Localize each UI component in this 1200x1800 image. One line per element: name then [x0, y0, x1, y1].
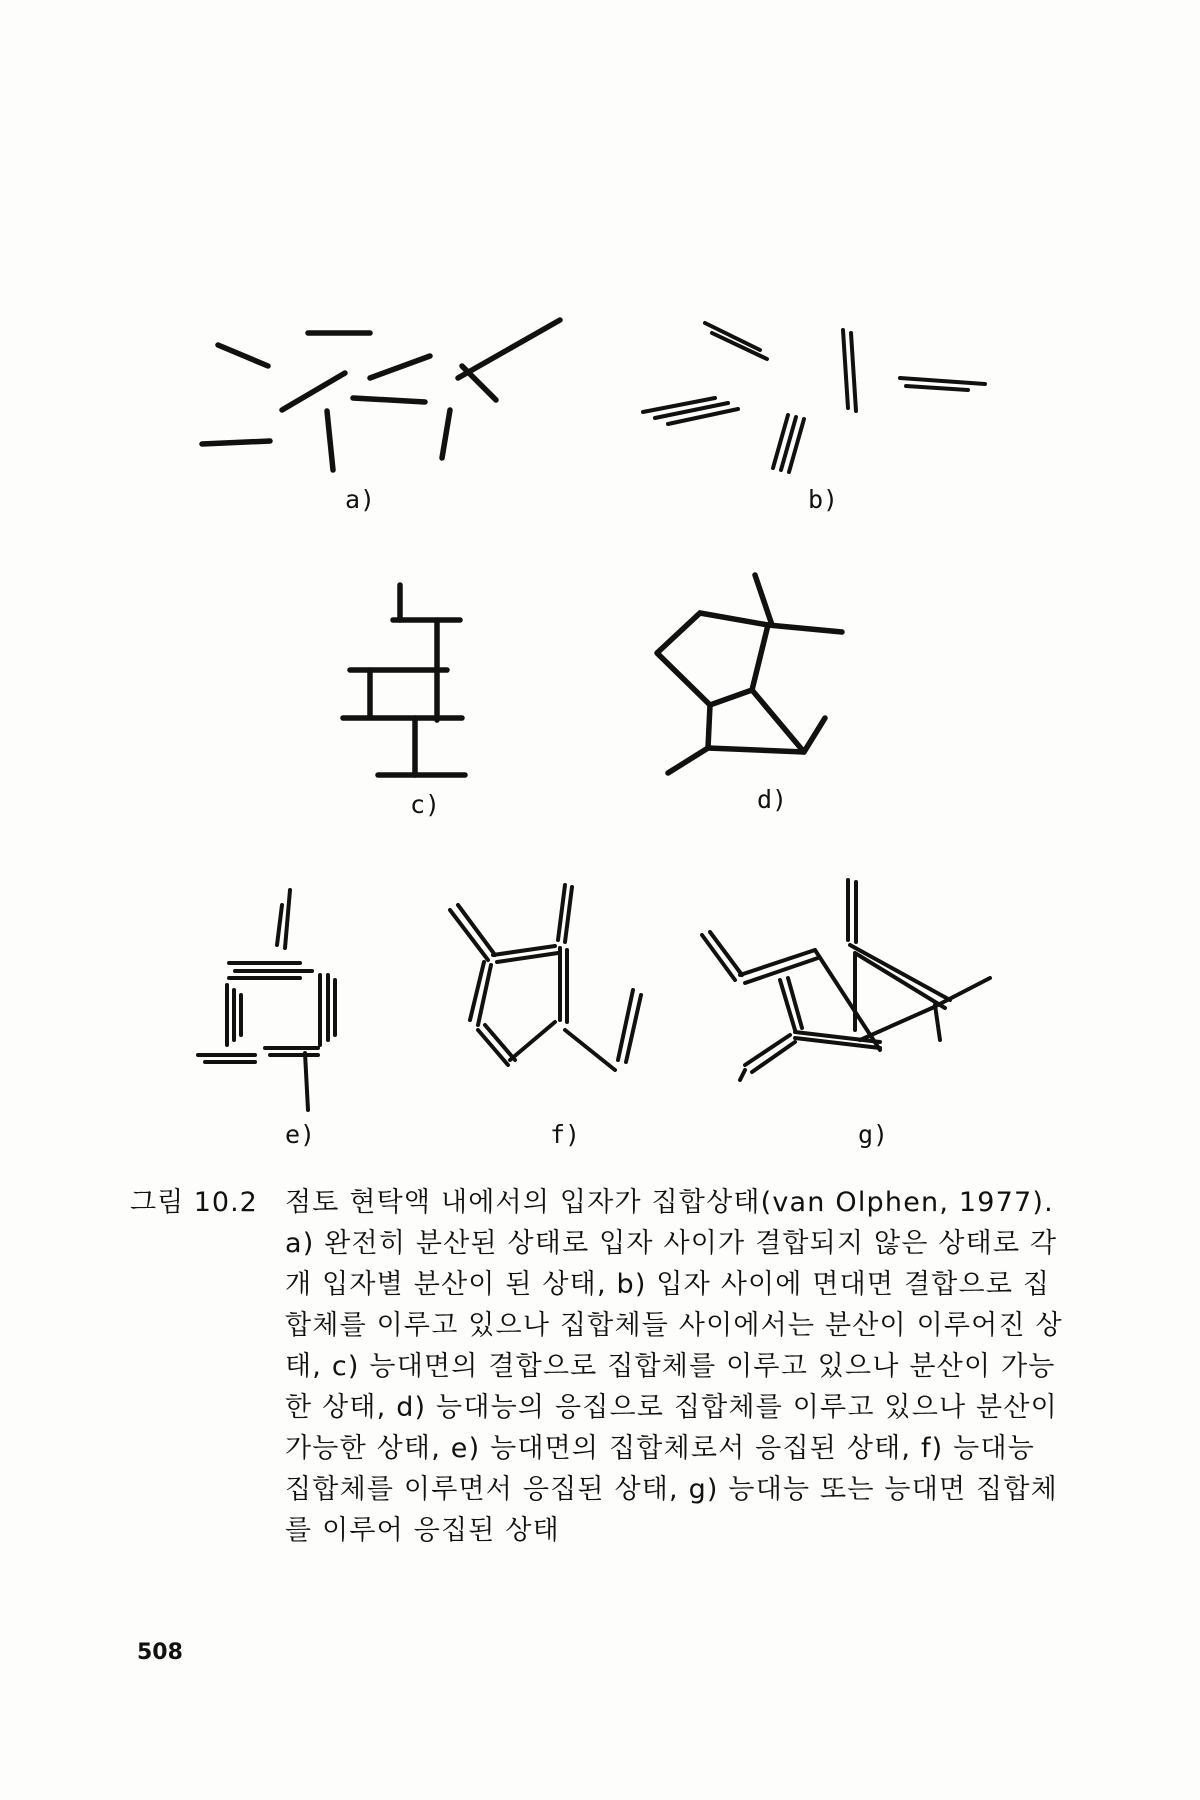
- panel-g-label: g): [858, 1120, 889, 1149]
- panel-f-label: f): [550, 1120, 581, 1149]
- panel-e-diagram: [198, 890, 335, 1110]
- panel-e-label: e): [285, 1120, 316, 1149]
- panel-b-label: b): [808, 485, 839, 514]
- page-number: 508: [137, 1640, 183, 1665]
- caption-figure-number: 그림 10.2: [130, 1187, 258, 1218]
- panel-f-diagram: [450, 885, 641, 1070]
- panel-g-diagram: [702, 880, 990, 1080]
- panel-d-diagram: [657, 575, 842, 773]
- caption-text: 점토 현탁액 내에서의 입자가 집합상태(van Olphen, 1977). a) 완전히 분산된 상태로 입자 사이가 결합되지 않은 상태로 각개 입자별 분산이 된 상태, b) 입자 사이에 면대면 결합으로 집합체를 이루고 있으나 집합체들 사이에서는 분산이 이루어진 상태, c) 능대면의 결합으로 집합체를 이루고 있으나 분산이 가능한 상태, d) 능대능의 응집으로 집합체를 이루고 있으나 분산이 가능한 상태, e) 능대면의 집합체로서 응집된 상태, f) 능대능 집합체를 이루면서 응집된 상태, g) 능대능 또는 능대면 집합체를 이루어 응집된 상태: [285, 1187, 1063, 1546]
- panel-c-diagram: [343, 585, 465, 775]
- panel-b-diagram: [643, 323, 985, 472]
- panel-d-label: d): [757, 785, 788, 814]
- panel-a-diagram: [202, 320, 560, 470]
- panel-a-label: a): [345, 485, 376, 514]
- figure-caption: [130, 1182, 1070, 1551]
- panel-c-label: c): [410, 790, 441, 819]
